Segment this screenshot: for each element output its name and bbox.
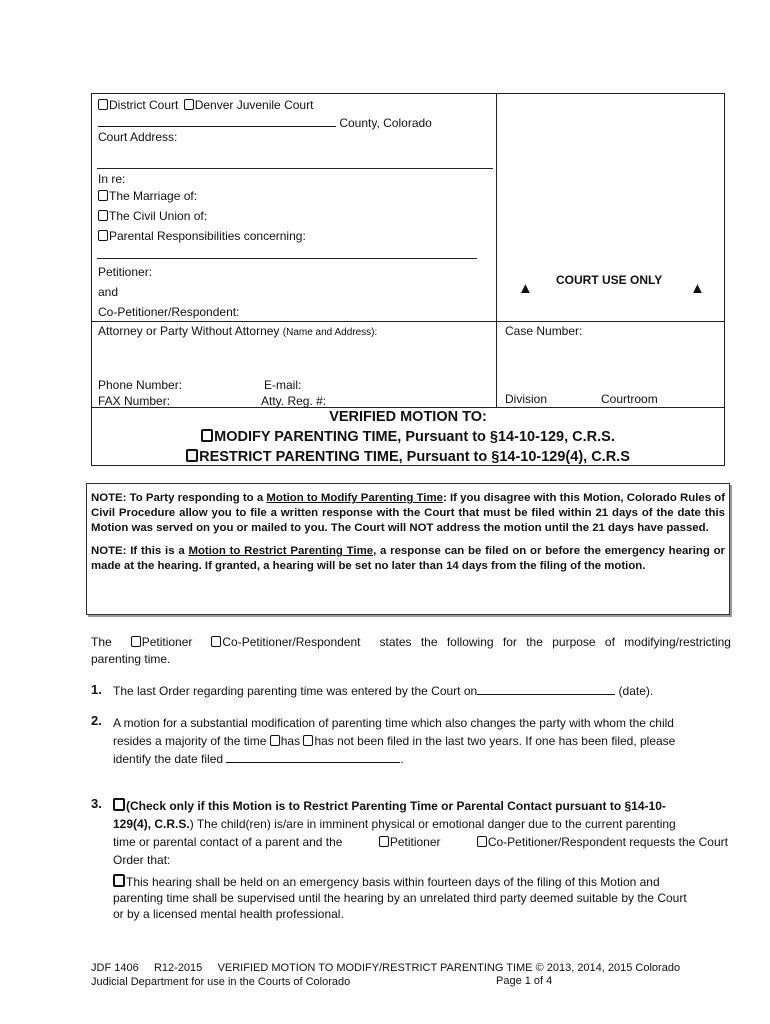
item3-line4: Order that: — [113, 853, 171, 867]
item3-co-petitioner-checkbox[interactable] — [477, 836, 487, 847]
and-label: and — [98, 285, 119, 299]
caption-rule-attorney — [91, 321, 725, 322]
item2-has-checkbox[interactable] — [270, 735, 280, 746]
note-respond-restrict — [91, 544, 725, 574]
county-row — [98, 114, 432, 130]
item3-line3 — [113, 833, 728, 851]
caption-rule-title — [91, 407, 725, 408]
civil-union-checkbox[interactable] — [98, 210, 108, 221]
note-respond-modify — [91, 491, 725, 536]
intro-rest: states the following for the purpose of modifying/restricting — [379, 635, 731, 649]
in-re-label: In re: — [98, 172, 126, 186]
courtroom-label: Courtroom — [601, 392, 658, 406]
intro-co-petitioner-checkbox[interactable] — [211, 636, 221, 647]
civil-union-row — [98, 209, 207, 223]
item2-line2a: resides a majority of the time — [113, 734, 267, 748]
intro-petitioner-label: Petitioner — [141, 635, 193, 649]
item1-number: 1. — [91, 682, 102, 697]
item1-date-blank[interactable] — [477, 683, 615, 695]
parental-resp-label: Parental Responsibilities concerning: — [109, 229, 306, 243]
denver-juvenile-court-label: Denver Juvenile Court — [194, 98, 314, 112]
item3-number: 3. — [91, 796, 102, 811]
intro-petitioner-checkbox[interactable] — [131, 636, 141, 647]
intro-the: The — [91, 635, 112, 649]
parental-resp-checkbox[interactable] — [98, 230, 108, 241]
atty-reg-label: Atty. Reg. #: — [261, 394, 327, 408]
restrict-checkbox[interactable] — [186, 449, 198, 462]
court-address-label: Court Address: — [98, 130, 178, 144]
note2-link: Motion to Restrict Parenting Time — [188, 545, 374, 557]
item2-number: 2. — [91, 713, 102, 728]
email-label: E-mail: — [264, 378, 302, 392]
denver-juvenile-court-checkbox[interactable] — [184, 99, 194, 110]
county-blank[interactable] — [98, 114, 336, 127]
emergency-text3: or by a licensed mental health professional. — [113, 907, 344, 921]
item3-petitioner-label: Petitioner — [389, 835, 441, 849]
item3-line2 — [113, 815, 728, 833]
intro-paragraph — [91, 634, 731, 668]
item3-bold2: 129(4), C.R.S. — [113, 817, 190, 831]
item2-line1: A motion for a substantial modification of parenting time which also changes the party with whom the child — [113, 716, 674, 730]
item2-line2 — [113, 732, 728, 750]
item3-line1 — [113, 797, 728, 815]
fax-label: FAX Number: — [98, 394, 171, 408]
page-number: Page 1 of 4 — [496, 975, 553, 987]
attorney-label: Attorney or Party Without Attorney — [98, 324, 280, 338]
marriage-label: The Marriage of: — [109, 189, 198, 203]
item2-line2b: has not been filed in the last two years. If one has been filed, please — [314, 734, 676, 748]
marriage-checkbox[interactable] — [98, 190, 108, 201]
court-select-row — [98, 98, 313, 112]
item3-line2rest: ) The child(ren) is/are in imminent physical or emotional danger due to the current parenting — [189, 817, 676, 831]
emergency-text1: This hearing shall be held on an emergency basis within fourteen days of the filing of this Motion and — [126, 875, 660, 889]
item2-has-not-checkbox[interactable] — [303, 735, 313, 746]
footer-line2-row — [91, 975, 680, 989]
title-line2: MODIFY PARENTING TIME, Pursuant to §14-10-129, C.R.S. — [214, 429, 615, 445]
item1-text: The last Order regarding parenting time was entered by the Court on — [113, 684, 478, 698]
item3-petitioner-checkbox[interactable] — [379, 836, 389, 847]
caption-rule-court — [97, 168, 493, 169]
co-petitioner-label: Co-Petitioner/Respondent: — [98, 305, 240, 319]
intro-co-petitioner-label: Co-Petitioner/Respondent — [222, 635, 361, 649]
item3-co-label: Co-Petitioner/Respondent requests the Court — [487, 835, 728, 849]
item1-row — [113, 683, 653, 698]
item3-bold1: (Check only if this Motion is to Restrict Parenting Time or Parental Contact pursuant to §14-10- — [126, 799, 666, 813]
county-label: County, Colorado — [339, 116, 432, 130]
attorney-sub-label: (Name and Address): — [282, 327, 378, 338]
parental-resp-row — [98, 229, 306, 243]
intro-line2: parenting time. — [91, 652, 171, 666]
marriage-row — [98, 189, 197, 203]
note1-prefix: NOTE: To Party responding to a — [91, 492, 267, 504]
item2-line3: identify the date filed . — [113, 752, 404, 766]
emergency-paragraph — [113, 874, 728, 922]
note1-link: Motion to Modify Parenting Time — [266, 492, 443, 504]
title-line2-row — [91, 429, 725, 445]
item2-date-filed-label: identify the date filed — [113, 752, 224, 766]
case-number-label: Case Number: — [505, 324, 583, 338]
title-line3-row — [91, 449, 725, 465]
emergency-checkbox[interactable] — [113, 874, 125, 887]
division-label: Division — [505, 392, 548, 406]
caption-rule-parties — [97, 258, 477, 259]
emergency-text2: parenting time shall be supervised until the hearing by an unrelated third party deemed suitable by the Court — [113, 891, 687, 905]
title-line1: VERIFIED MOTION TO: — [329, 409, 487, 425]
district-court-label: District Court — [109, 98, 179, 112]
item1-date-label: (date). — [618, 684, 654, 698]
district-court-checkbox[interactable] — [98, 99, 108, 110]
item2-paragraph — [113, 714, 728, 768]
emergency-line1 — [113, 874, 728, 890]
footer-line1: JDF 1406 R12-2015 VERIFIED MOTION TO MODIFY/RESTRICT PARENTING TIME © 2013, 2014, 2015 Colorado — [91, 962, 681, 974]
modify-checkbox[interactable] — [201, 429, 213, 442]
attorney-row — [98, 324, 377, 338]
intro-line1 — [91, 634, 731, 651]
phone-label: Phone Number: — [98, 378, 183, 392]
item3-line3a: time or parental contact of a parent and the — [113, 835, 343, 849]
caption-divider-vertical — [496, 93, 497, 408]
item2-date-filed-blank[interactable] — [226, 751, 400, 763]
civil-union-label: The Civil Union of: — [109, 209, 208, 223]
item3-paragraph — [113, 797, 728, 869]
footer — [91, 961, 680, 989]
footer-line2: Judicial Department for use in the Courts of Colorado — [91, 976, 351, 988]
triangle-right-icon: ▲ — [690, 280, 705, 297]
note2-prefix: NOTE: If this is a — [91, 545, 189, 557]
title-line3: RESTRICT PARENTING TIME, Pursuant to §14-10-129(4), C.R.S — [199, 449, 630, 465]
item3-checkbox[interactable] — [113, 798, 125, 811]
note-box — [86, 483, 730, 615]
petitioner-label: Petitioner: — [98, 265, 153, 279]
item2-has-label: has — [280, 734, 301, 748]
triangle-left-icon: ▲ — [518, 280, 533, 297]
court-use-only-label: COURT USE ONLY — [556, 273, 663, 287]
note2-rest: , a response can be filed on or before the emergency hearing or made at the hearing. If granted, a hearing will be set no later than 14 days from the filing of the motion. — [91, 545, 725, 572]
note1-rest: : If you disagree with this Motion, Colorado Rules of Civil Procedure allow you to file a written response with the Court that must be filed within 21 days of the date this Motion was served on you or mailed to you. The Court will NOT address the motion until the 21 days have passed. — [91, 492, 725, 534]
